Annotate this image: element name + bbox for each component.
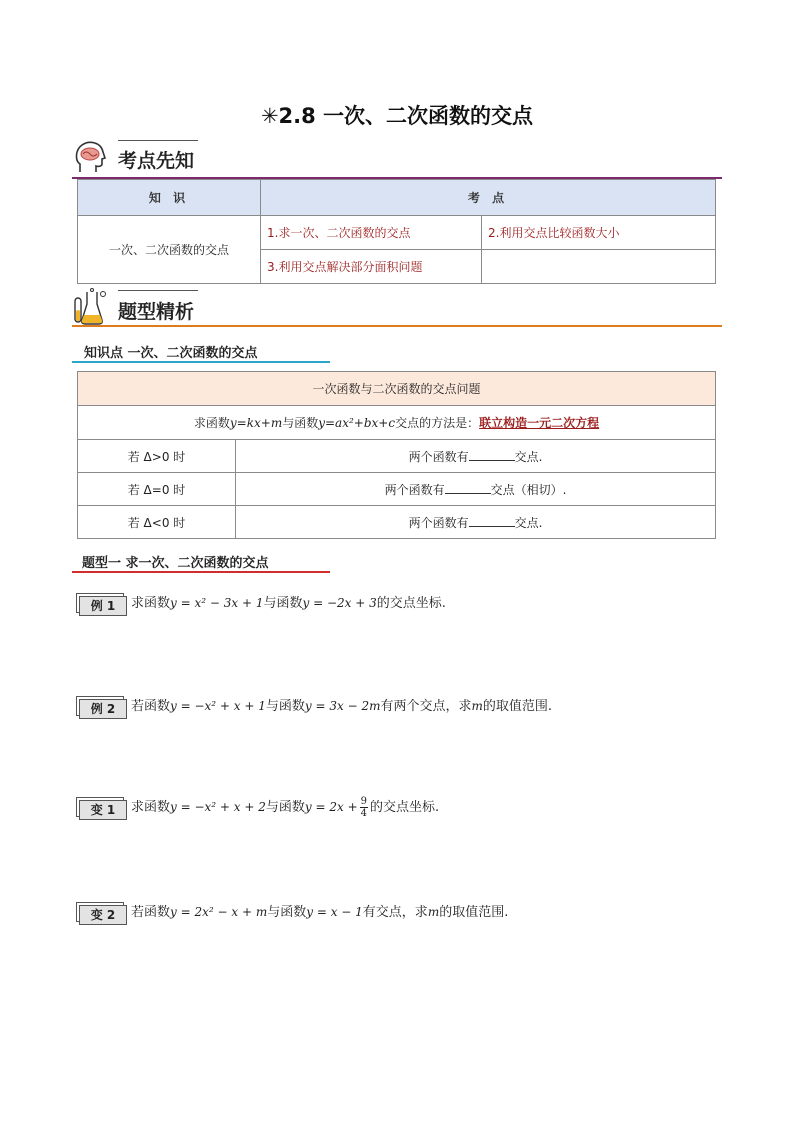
math-expression: y = −x² + x + 1 (170, 699, 266, 713)
point-cell (482, 250, 716, 284)
section-header-tixing (72, 288, 722, 330)
decor-line (118, 290, 198, 291)
kaodian-table (77, 179, 716, 284)
math-expression: y = 3x − 2m (304, 699, 381, 713)
problem-example-1: 例 1 求函数y = x² − 3x + 1与函数y = −2x + 3的交点坐标. (76, 592, 446, 615)
method-answer: 联立构造一元二次方程 (479, 416, 600, 430)
problem-type-underline (72, 571, 330, 573)
fraction: $\frac{9}{4}$ (360, 796, 368, 819)
math-expression: y = 2x + (304, 800, 358, 814)
method-row (78, 406, 716, 440)
knowledge-point-underline (72, 361, 330, 363)
flask-icon (72, 288, 110, 326)
fill-blank (469, 516, 515, 527)
method-text: 求函数 (193, 416, 230, 430)
quadratic-function: y=ax²+bx+c (318, 416, 396, 430)
section-header-kaodian (72, 138, 722, 182)
math-expression: y = −x² + x + 2 (170, 800, 266, 814)
knowledge-point-heading: 知识点 一次、二次函数的交点 (84, 346, 258, 361)
problem-variant-2: 变 2 若函数y = 2x² − x + m与函数y = x − 1有交点，求m的取值范围. (76, 901, 508, 924)
math-expression: y = −2x + 3 (302, 596, 377, 610)
point-cell: 1.求一次、二次函数的交点 (261, 216, 482, 250)
brain-icon (72, 138, 110, 176)
condition-cell: 若 Δ=0 时 (78, 473, 236, 506)
math-expression: y = x − 1 (306, 905, 363, 919)
result-cell: 两个函数有 交点. (236, 506, 716, 539)
method-text: 交点的方法是： (395, 416, 480, 430)
point-cell: 3.利用交点解决部分面积问题 (261, 250, 482, 284)
linear-function: y=kx+m (229, 416, 283, 430)
fill-blank (445, 483, 491, 494)
condition-cell: 若 Δ>0 时 (78, 440, 236, 473)
table-header-knowledge: 知 识 (78, 180, 261, 216)
math-variable: m (471, 699, 483, 713)
section-heading: 考点先知 (118, 150, 195, 172)
problem-tag: 例 2 (76, 696, 126, 718)
math-expression: y = 2x² − x + m (170, 905, 268, 919)
intersection-table (77, 371, 716, 539)
point-cell: 2.利用交点比较函数大小 (482, 216, 716, 250)
page-title: ✳2.8 一次、二次函数的交点 (260, 104, 534, 128)
problem-tag: 变 2 (76, 902, 126, 924)
problem-tag: 变 1 (76, 797, 126, 819)
section-heading: 题型精析 (118, 301, 195, 323)
problem-type-heading: 题型一 求一次、二次函数的交点 (82, 556, 269, 571)
fill-blank (469, 450, 515, 461)
table-header: 一次函数与二次函数的交点问题 (78, 372, 716, 406)
math-variable: m (427, 905, 440, 919)
problem-example-2: 例 2 若函数y = −x² + x + 1与函数y = 3x − 2m有两个交点，求m的取值范围. (76, 695, 552, 718)
table-header-points: 考 点 (261, 180, 716, 216)
problem-tag: 例 1 (76, 593, 126, 615)
math-expression: y = x² − 3x + 1 (170, 596, 264, 610)
result-cell: 两个函数有 交点. (236, 440, 716, 473)
problem-variant-1: 变 1 求函数y = −x² + x + 2与函数y = 2x + $\frac{9}{4}$ 的交点坐标. (76, 796, 439, 819)
knowledge-cell: 一次、二次函数的交点 (78, 216, 261, 284)
section-rule (72, 325, 722, 327)
method-text: 与函数 (282, 416, 319, 430)
decor-line (118, 140, 198, 141)
condition-cell: 若 Δ<0 时 (78, 506, 236, 539)
result-cell: 两个函数有 交点（相切）. (236, 473, 716, 506)
